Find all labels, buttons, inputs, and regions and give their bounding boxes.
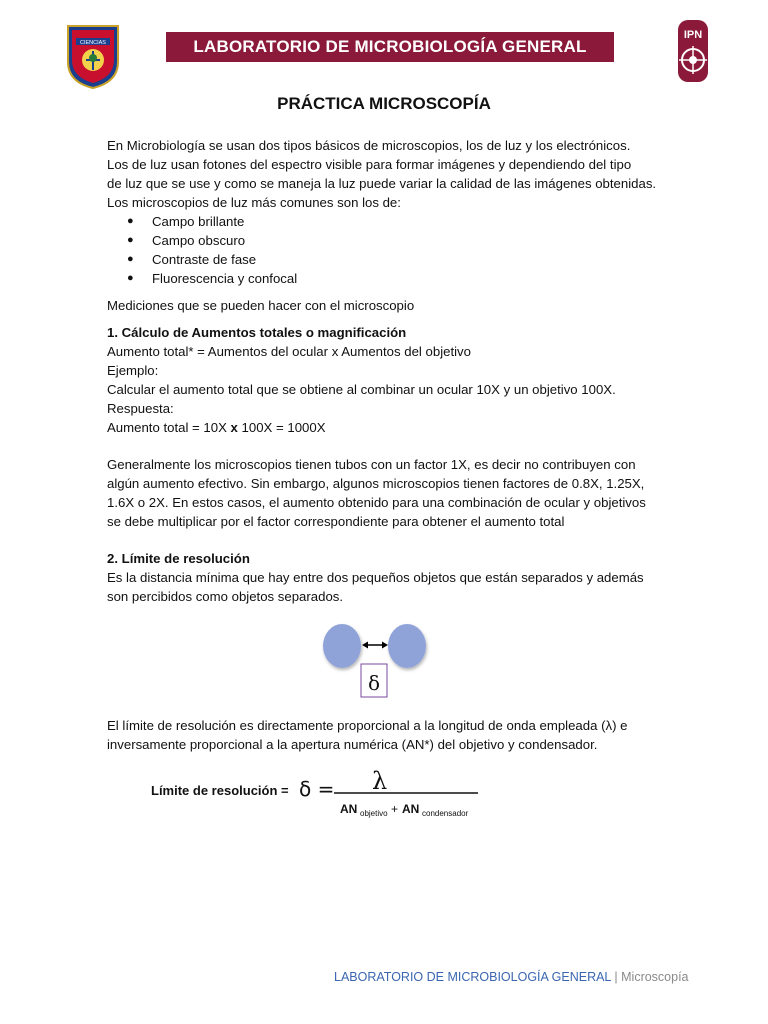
footer-lab-name: LABORATORIO DE MICROBIOLOGÍA GENERAL xyxy=(334,970,611,984)
svg-text:IPN: IPN xyxy=(683,29,703,41)
measurements-intro: Mediciones que se pueden hacer con el microscopio xyxy=(107,298,415,313)
document-body xyxy=(107,136,667,606)
relation-line: inversamente proporcional a la apertura numérica (AN*) del objetivo y condensador. xyxy=(107,737,598,752)
resolution-formula xyxy=(296,762,486,822)
svg-text:AN: AN xyxy=(340,802,358,816)
answer-text: Aumento total = 10X x 100X = 1000X xyxy=(107,420,326,435)
university-crest-logo xyxy=(64,22,122,90)
example-text: Calcular el aumento total que se obtiene al combinar un ocular 10X y un objetivo 100X. xyxy=(107,382,616,397)
relation-text xyxy=(107,716,667,754)
answer-label: Respuesta: xyxy=(107,401,174,416)
formula-lhs: δ = xyxy=(299,777,335,801)
magnification-formula: Aumento total* = Aumentos del ocular x Aumentos del objetivo xyxy=(107,344,471,359)
list-item: ● Campo brillante xyxy=(127,212,667,231)
svg-text:AN: AN xyxy=(402,802,420,816)
header-banner: LABORATORIO DE MICROBIOLOGÍA GENERAL xyxy=(166,32,614,62)
svg-text:+: + xyxy=(391,802,399,816)
formula-label: Límite de resolución = xyxy=(151,783,289,798)
particle-right xyxy=(388,624,426,668)
list-item: ● Campo obscuro xyxy=(127,231,667,250)
intro-line: En Microbiología se usan dos tipos básicos de microscopios, los de luz y los electrónicos. xyxy=(107,138,631,153)
svg-text:CIENCIAS: CIENCIAS xyxy=(80,40,106,46)
relation-line: El límite de resolución es directamente proporcional a la longitud de onda empleada (λ) e xyxy=(107,718,628,733)
ipn-logo xyxy=(670,18,716,84)
list-item: ● Contraste de fase xyxy=(127,250,667,269)
footer-section: Microscopía xyxy=(621,970,689,984)
paragraph-line: se debe multiplicar por el factor correspondiente para obtener el aumento total xyxy=(107,514,565,529)
intro-line: Los de luz usan fotones del espectro visible para formar imágenes y dependiendo del tipo xyxy=(107,157,632,172)
microscope-types-list xyxy=(107,212,667,288)
example-label: Ejemplo: xyxy=(107,363,159,378)
paragraph-line: 1.6X o 2X. En estos casos, el aumento obtenido para una combinación de ocular y objetivos xyxy=(107,495,646,510)
definition-line: Es la distancia mínima que hay entre dos pequeños objetos que están separados y además xyxy=(107,570,644,585)
paragraph-line: algún aumento efectivo. Sin embargo, algunos microscopios tienen factores de 0.8X, 1.25X, xyxy=(107,476,645,491)
resolution-diagram xyxy=(318,620,432,700)
page-title: PRÁCTICA MICROSCOPÍA xyxy=(277,94,491,113)
svg-text:objetivo: objetivo xyxy=(360,809,388,818)
paragraph-line: Generalmente los microscopios tienen tubos con un factor 1X, es decir no contribuyen con xyxy=(107,457,636,472)
section2-heading: 2. Límite de resolución xyxy=(107,551,250,566)
formula-numerator: λ xyxy=(372,767,388,795)
intro-line: de luz que se use y como se maneja la luz puede variar la calidad de las imágenes obtenidas. xyxy=(107,176,657,191)
delta-symbol: δ xyxy=(367,671,381,695)
intro-line: Los microscopios de luz más comunes son los de: xyxy=(107,195,401,210)
section1-heading: 1. Cálculo de Aumentos totales o magnificación xyxy=(107,325,407,340)
definition-line: son percibidos como objetos separados. xyxy=(107,589,344,604)
svg-text:condensador: condensador xyxy=(422,809,469,818)
list-item: ● Fluorescencia y confocal xyxy=(127,269,667,288)
page-footer: LABORATORIO DE MICROBIOLOGÍA GENERAL | Microscopía xyxy=(334,970,689,984)
particle-left xyxy=(323,624,361,668)
